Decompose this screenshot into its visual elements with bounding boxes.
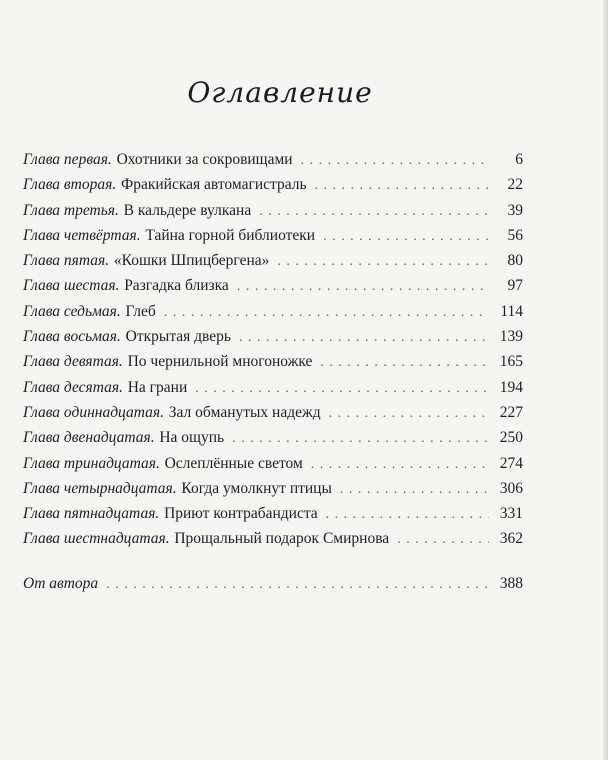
- dot-leader: [277, 249, 489, 274]
- dot-leader: [259, 199, 489, 224]
- chapter-title: Тайна горной библиотеки: [145, 226, 316, 244]
- afterword-label: От автора: [23, 574, 99, 592]
- chapter-number: Глава первая.: [23, 151, 112, 168]
- toc-entry[interactable]: [23, 349, 523, 374]
- toc-entry[interactable]: [23, 501, 523, 526]
- dot-leader: [301, 148, 489, 173]
- chapter-title: Открытая дверь: [125, 328, 231, 346]
- dot-leader: [239, 325, 489, 350]
- page-edge-shadow: [603, 0, 608, 760]
- chapter-number: Глава восьмая.: [23, 328, 121, 346]
- chapter-number: Глава девятая.: [23, 353, 123, 371]
- chapter-title: В кальдере вулкана: [123, 201, 252, 219]
- page-number: 388: [499, 574, 523, 592]
- toc-entry[interactable]: [23, 375, 523, 400]
- dot-leader: [164, 300, 489, 325]
- dot-leader: [237, 274, 489, 299]
- chapter-number: Глава тринадцатая.: [23, 454, 160, 472]
- page-number: 6: [515, 151, 523, 168]
- toc-entry[interactable]: [23, 526, 523, 551]
- page-number: 362: [499, 530, 523, 548]
- toc-entry[interactable]: [23, 147, 523, 172]
- chapter-number: Глава пятнадцатая.: [23, 505, 160, 523]
- chapter-title: Охотники за сокровищами: [116, 151, 293, 168]
- chapter-number: Глава одиннадцатая.: [23, 403, 164, 421]
- chapter-title: Разгадка близка: [124, 277, 229, 295]
- dot-leader: [326, 502, 489, 527]
- chapter-title: Когда умолкнут птицы: [181, 479, 332, 497]
- toc-entry[interactable]: [23, 172, 523, 197]
- toc-entry[interactable]: [23, 198, 523, 223]
- page-number: 227: [499, 403, 523, 421]
- chapter-number: Глава четырнадцатая.: [23, 479, 177, 497]
- chapter-number: Глава двенадцатая.: [23, 429, 155, 447]
- page-number: 274: [499, 454, 523, 472]
- dot-leader: [106, 572, 489, 597]
- toc-entry-afterword[interactable]: [23, 571, 523, 596]
- chapter-title: На ощупь: [159, 429, 225, 447]
- chapter-number: Глава шестнадцатая.: [23, 530, 170, 548]
- page-number: 165: [499, 353, 523, 371]
- chapter-title: Приют контрабандиста: [164, 505, 318, 523]
- chapter-number: Глава десятая.: [23, 378, 123, 396]
- page-number: 139: [499, 328, 523, 346]
- page-number: 250: [499, 429, 523, 447]
- page-number: 80: [507, 252, 523, 270]
- page-number: 194: [499, 378, 523, 396]
- page-number: 39: [507, 201, 523, 219]
- toc-entry[interactable]: [23, 451, 523, 476]
- table-of-contents: [23, 147, 523, 596]
- chapter-title: Ослеплённые светом: [164, 454, 303, 472]
- chapter-title: На грани: [127, 378, 188, 396]
- toc-entry[interactable]: [23, 299, 523, 324]
- dot-leader: [195, 376, 489, 401]
- page-number: 22: [507, 176, 523, 194]
- chapter-title: Зал обманутых надежд: [168, 403, 321, 421]
- page-number: 56: [507, 226, 523, 244]
- page-title: Оглавление: [187, 76, 373, 109]
- chapter-title: По чернильной многоножке: [127, 353, 313, 371]
- page-number: 306: [499, 479, 523, 497]
- dot-leader: [311, 452, 489, 477]
- toc-entry[interactable]: [23, 223, 523, 248]
- toc-entry[interactable]: [23, 476, 523, 501]
- chapter-title: Прощальный подарок Смирнова: [174, 530, 390, 548]
- page-number: 97: [507, 277, 523, 295]
- page-number: 114: [500, 302, 523, 320]
- toc-entry[interactable]: [23, 324, 523, 349]
- chapter-title: «Кошки Шпицбергена»: [113, 252, 270, 270]
- chapter-number: Глава третья.: [23, 201, 119, 219]
- chapter-number: Глава четвёртая.: [23, 226, 141, 244]
- chapter-title: Глеб: [125, 302, 156, 320]
- dot-leader: [323, 224, 489, 249]
- dot-leader: [340, 477, 489, 502]
- chapter-title: Фракийская автомагистраль: [120, 176, 307, 194]
- toc-entry[interactable]: [23, 273, 523, 298]
- toc-entry[interactable]: [23, 400, 523, 425]
- page-number: 331: [499, 505, 523, 523]
- dot-leader: [329, 401, 489, 426]
- chapter-number: Глава седьмая.: [23, 302, 121, 320]
- dot-leader: [315, 173, 489, 198]
- dot-leader: [397, 527, 489, 552]
- dot-leader: [232, 426, 489, 451]
- chapter-number: Глава пятая.: [23, 252, 110, 270]
- chapter-number: Глава вторая.: [23, 176, 117, 194]
- toc-entry[interactable]: [23, 248, 523, 273]
- chapter-number: Глава шестая.: [23, 277, 120, 295]
- toc-entry[interactable]: [23, 425, 523, 450]
- dot-leader: [320, 350, 489, 375]
